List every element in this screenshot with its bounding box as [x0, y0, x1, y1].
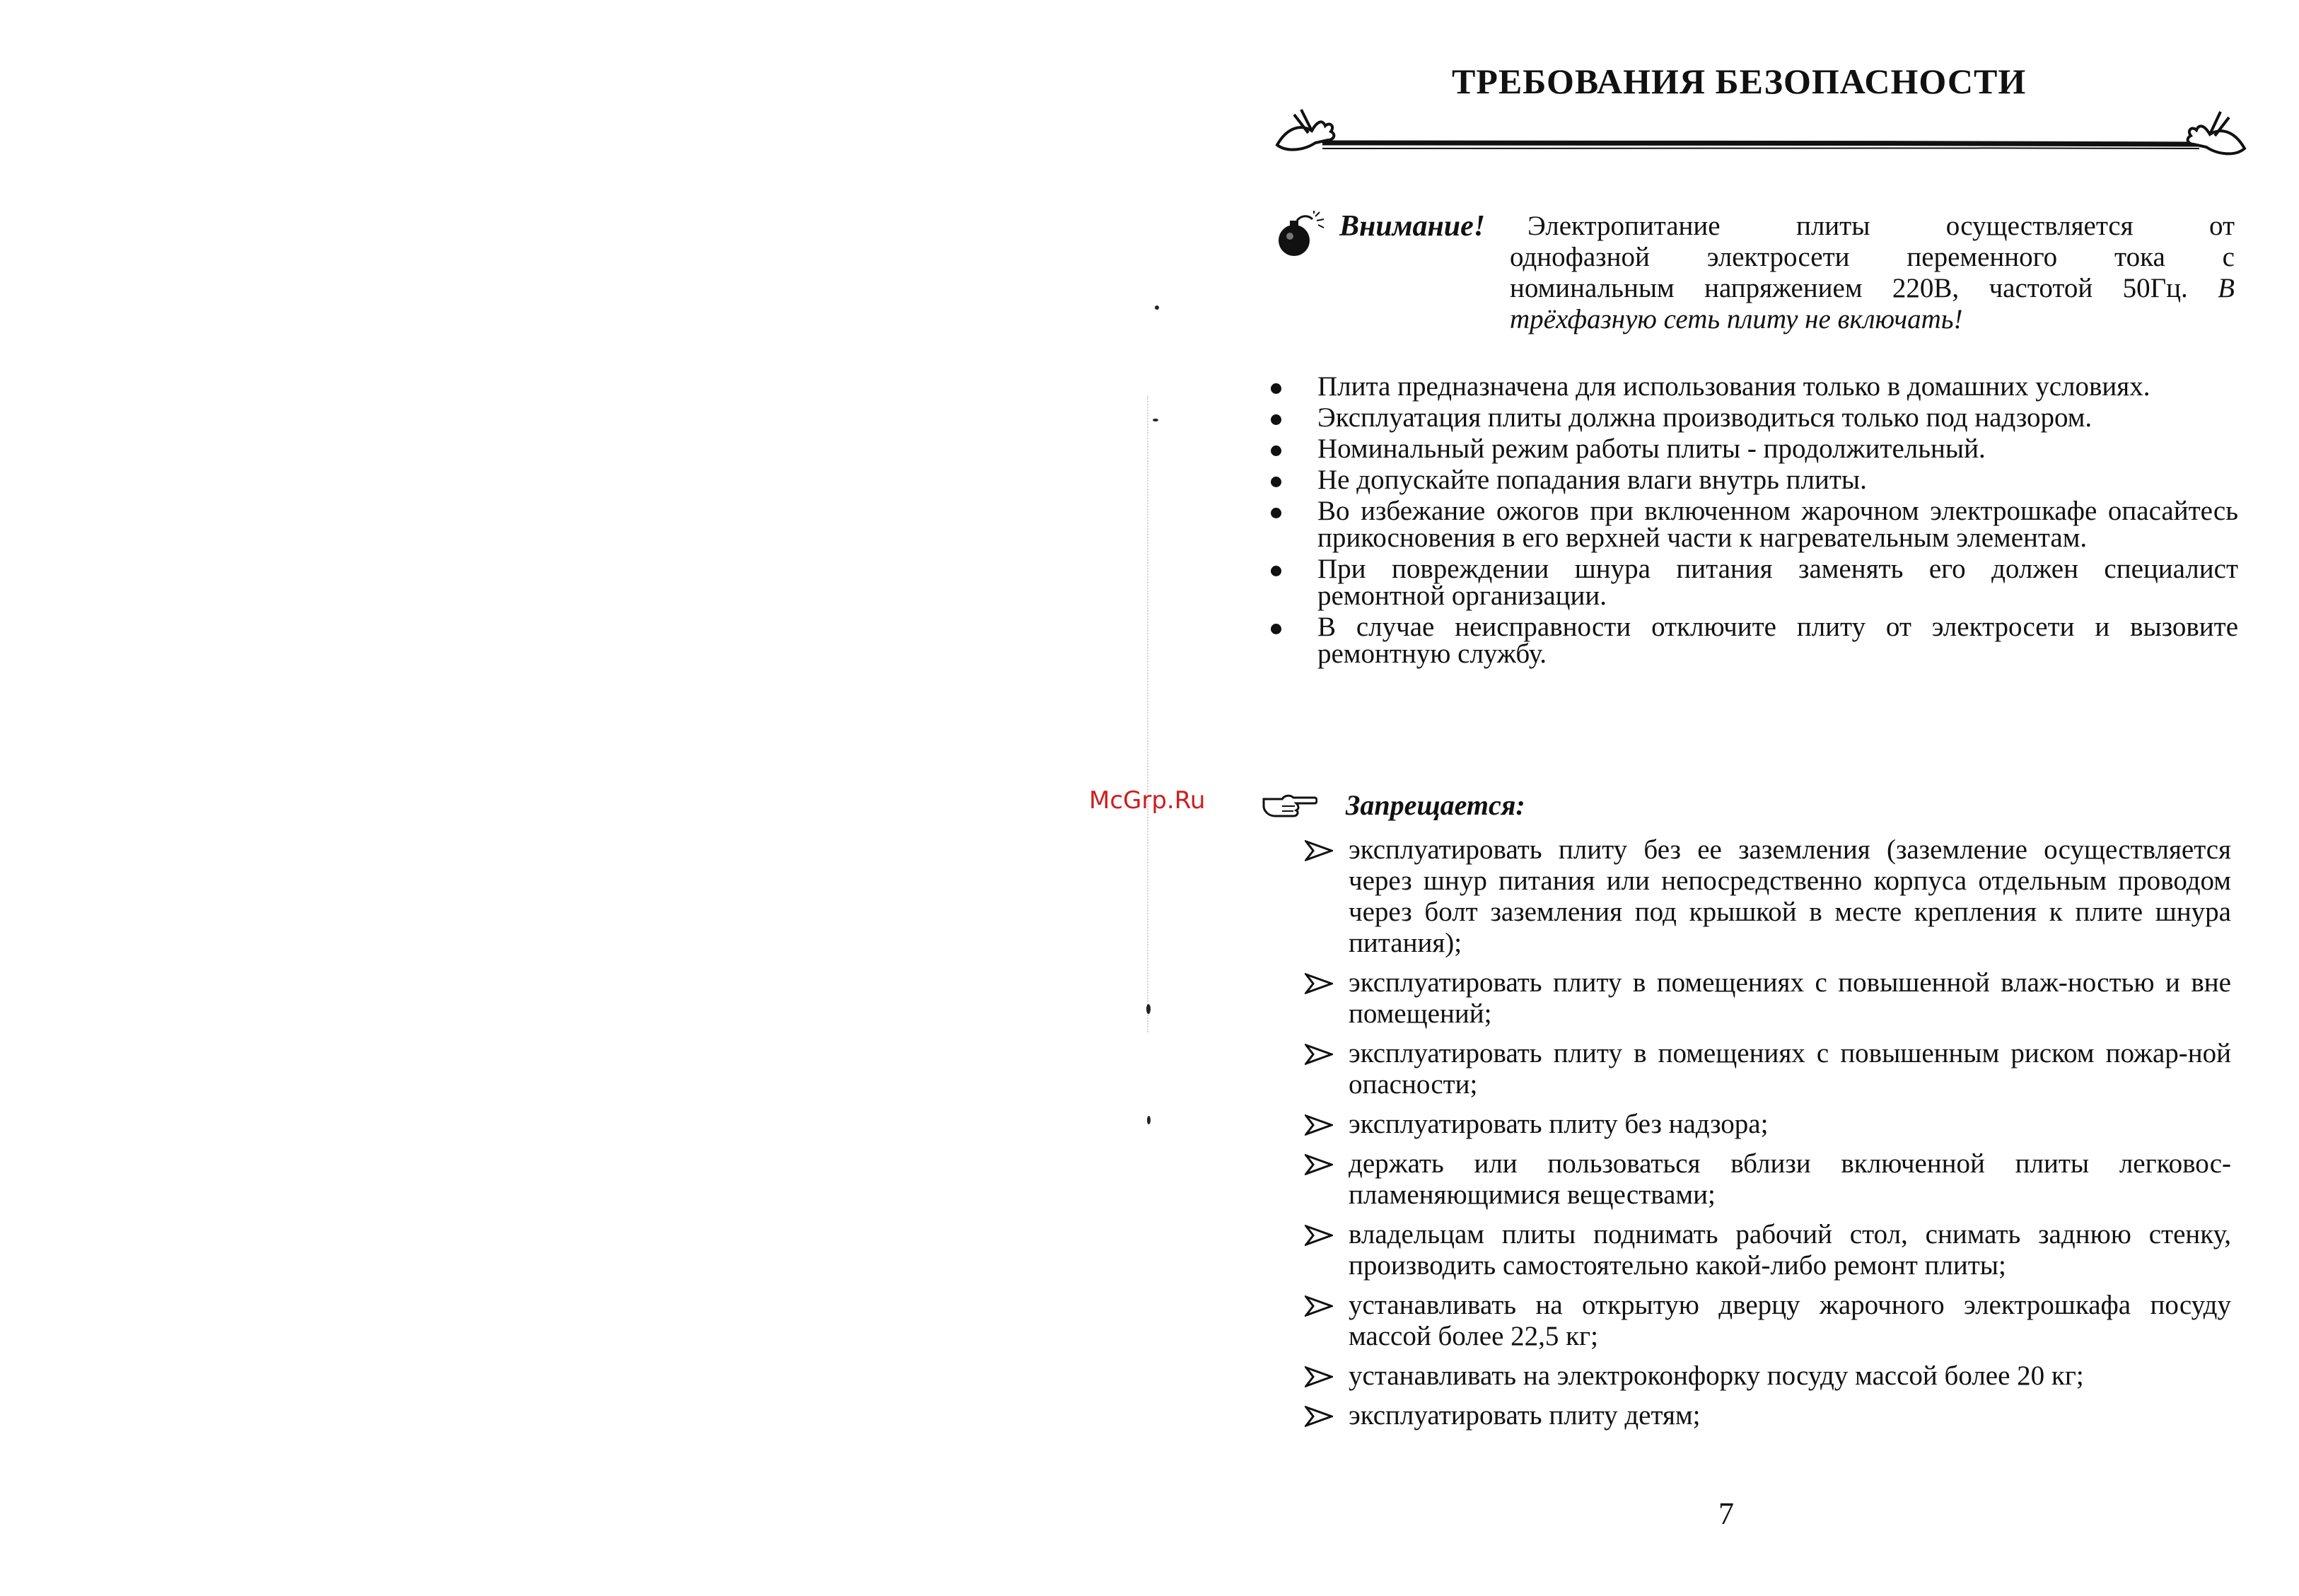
list-item: Не допускайте попадания влаги внутрь плиты.	[1262, 467, 2238, 494]
watermark: McGrp.Ru	[1089, 786, 1206, 815]
arrowhead-icon	[1305, 1295, 1333, 1317]
safety-bullet-list	[1262, 373, 2238, 672]
list-item: При повреждении шнура питания заменять его должен специалист ремонтной организации.	[1262, 556, 2238, 610]
bullet-dot-icon	[1271, 508, 1281, 518]
list-item: эксплуатировать плиту в помещениях с повышенной влаж-ностью и вне помещений;	[1305, 967, 2231, 1030]
bullet-dot-icon	[1271, 445, 1281, 456]
list-item: эксплуатировать плиту без надзора;	[1305, 1109, 2231, 1140]
page-fold	[1147, 396, 1148, 1032]
warning-line-3	[1510, 273, 2235, 304]
list-item: Во избежание ожогов при включенном жарочном электрошкафе опасайтесь прикосновения в его верхней части к нагревательным элементам.	[1262, 498, 2238, 552]
arrowhead-icon	[1305, 1225, 1333, 1246]
bullet-dot-icon	[1271, 566, 1281, 576]
bullet-dot-icon	[1271, 624, 1281, 634]
arrowhead-icon	[1305, 1366, 1333, 1387]
warning-line-1: Электропитание плиты осуществляется от	[1527, 211, 2235, 241]
warning-line-2: однофазной электросети переменного тока с	[1510, 242, 2235, 272]
warning-block	[1273, 211, 2238, 345]
list-item: Номинальный режим работы плиты - продолжительный.	[1262, 436, 2238, 462]
list-item: устанавливать на электроконфорку посуду массой более 20 кг;	[1305, 1361, 2231, 1392]
list-item: эксплуатировать плиту без ее заземления (заземление осуществляется через шнур питания или непосредственно корпуса отдельным проводом через болт заземления под крышкой в месте крепления к плите шнура питания);	[1305, 834, 2231, 959]
arrowhead-icon	[1305, 1154, 1333, 1175]
list-item: Эксплуатация плиты должна производиться только под надзором.	[1262, 404, 2238, 431]
bomb-icon	[1273, 211, 1337, 260]
hands-with-rule-icon	[1277, 110, 2245, 153]
list-item: В случае неисправности отключите плиту от электросети и вызовите ремонтную службу.	[1262, 614, 2238, 668]
arrowhead-icon	[1305, 1044, 1333, 1065]
bullet-dot-icon	[1271, 414, 1281, 425]
bullet-dot-icon	[1271, 383, 1281, 394]
list-item: держать или пользоваться вблизи включенной плиты легковос-пламеняющимися веществами;	[1305, 1148, 2231, 1211]
arrowhead-icon	[1305, 1114, 1333, 1136]
bullet-dot-icon	[1271, 477, 1281, 487]
forbidden-list	[1305, 834, 2231, 1440]
warning-line-3-italic: В	[2218, 273, 2235, 303]
scan-speck	[1146, 1004, 1151, 1014]
arrowhead-icon	[1305, 840, 1333, 861]
list-item: владельцам плиты поднимать рабочий стол, снимать заднюю стенку, производить самостоятельно какой-либо ремонт плиты;	[1305, 1219, 2231, 1281]
scan-speck	[1153, 419, 1158, 421]
warning-line-4: трёхфазную сеть плиту не включать!	[1510, 304, 1963, 334]
pointing-hand-icon	[1261, 789, 1317, 820]
page-title: ТРЕБОВАНИЯ БЕЗОПАСНОСТИ	[1452, 62, 2027, 101]
list-item: эксплуатировать плиту в помещениях с повышенным риском пожар-ной опасности;	[1305, 1038, 2231, 1100]
list-item: Плита предназначена для использования только в домашних условиях.	[1262, 373, 2238, 400]
title-rule-with-hands	[1273, 106, 2249, 170]
arrowhead-icon	[1305, 1406, 1333, 1427]
arrowhead-icon	[1305, 973, 1333, 994]
list-item: устанавливать на открытую дверцу жарочного электрошкафа посуду массой более 22,5 кг;	[1305, 1290, 2231, 1352]
warning-line-3-text: номинальным напряжением 220В, частотой 50Гц.	[1510, 273, 2188, 303]
scan-speck	[1155, 305, 1159, 310]
warning-label: Внимание!	[1339, 210, 1486, 243]
forbidden-title: Запрещается:	[1346, 789, 1525, 821]
page-number: 7	[1718, 1496, 1734, 1531]
scan-speck	[1147, 1116, 1151, 1124]
list-item: эксплуатировать плиту детям;	[1305, 1400, 2231, 1431]
